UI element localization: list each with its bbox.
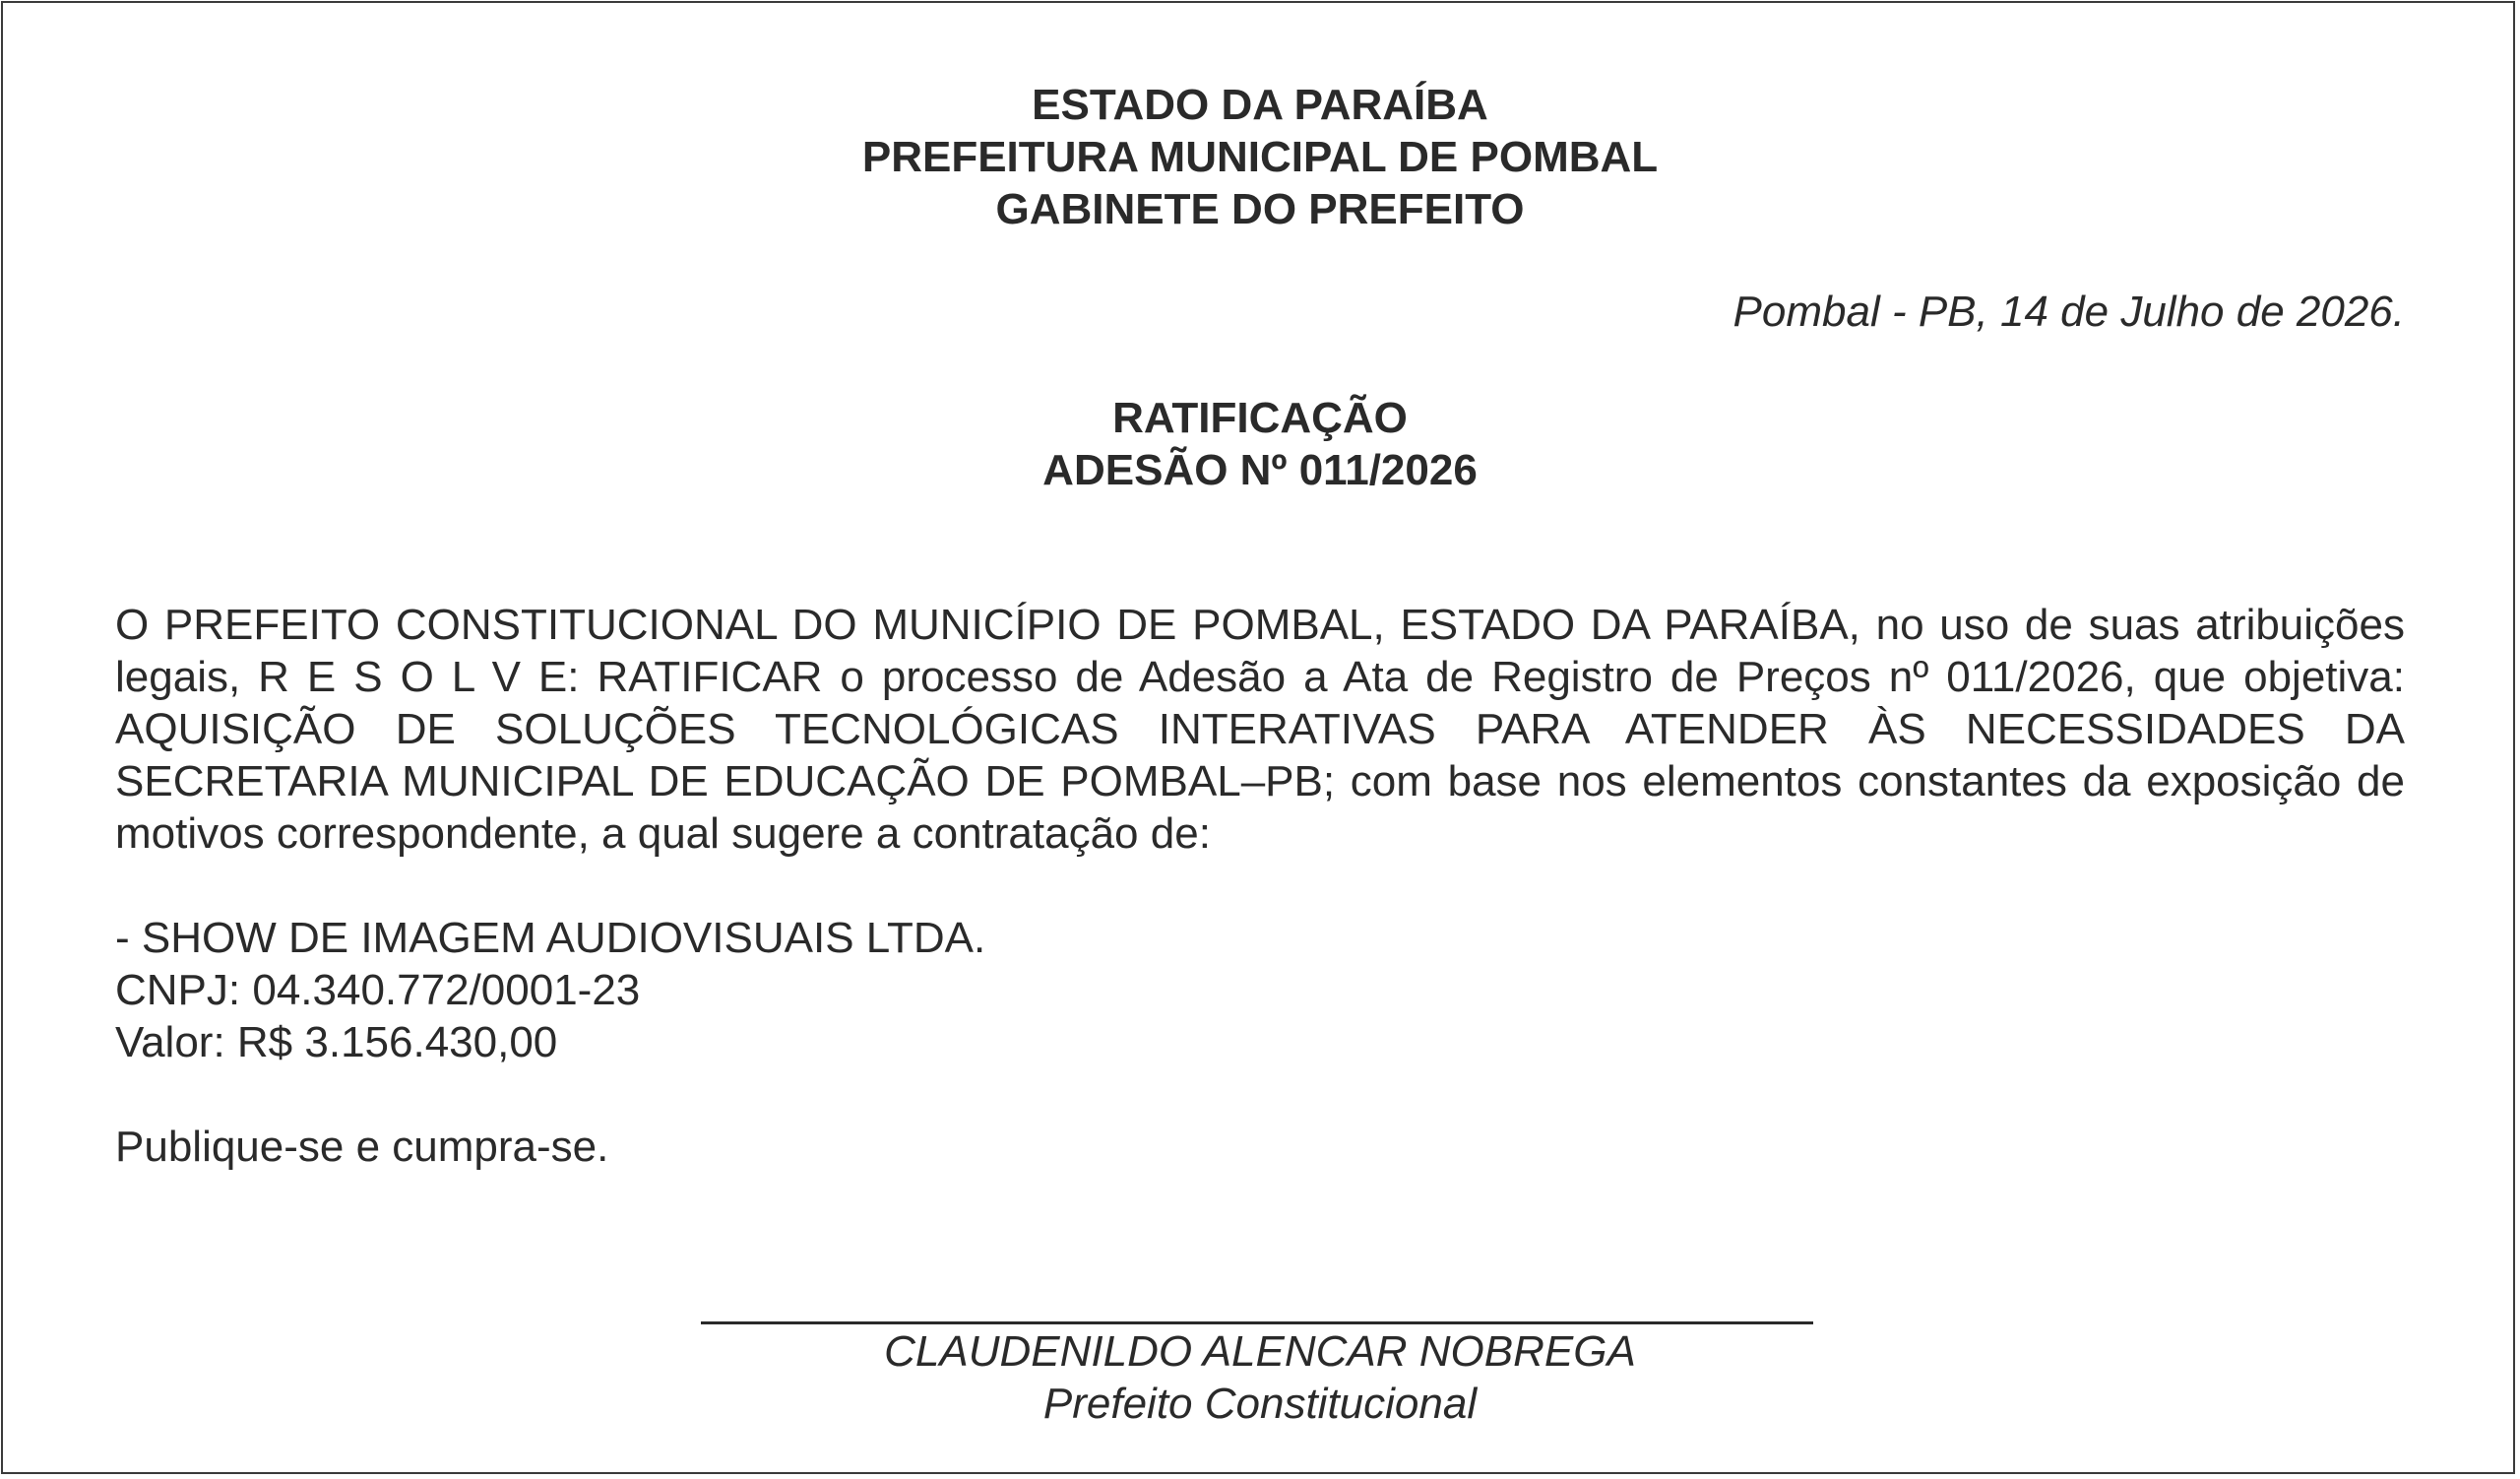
contract-details — [115, 912, 985, 1068]
document-date: Pombal - PB, 14 de Julho de 2026. — [1732, 288, 2405, 336]
signature-line — [701, 1321, 1813, 1324]
header-office: GABINETE DO PREFEITO — [995, 185, 1525, 233]
closing-statement: Publique-se e cumpra-se. — [115, 1123, 609, 1171]
header-prefecture: PREFEITURA MUNICIPAL DE POMBAL — [861, 133, 1659, 181]
title-ratification: RATIFICAÇÃO — [1112, 394, 1408, 442]
document-header — [0, 79, 2520, 235]
document-title — [0, 392, 2520, 496]
signature-block — [0, 1325, 2520, 1430]
title-adhesion-number: ADESÃO Nº 011/2026 — [1042, 446, 1478, 494]
signatory-name: CLAUDENILDO ALENCAR NOBREGA — [884, 1327, 1636, 1376]
header-state: ESTADO DA PARAÍBA — [1032, 81, 1488, 129]
company-cnpj: CNPJ: 04.340.772/0001-23 — [115, 966, 641, 1014]
body-paragraph: O PREFEITO CONSTITUCIONAL DO MUNICÍPIO DE POMBAL, ESTADO DA PARAÍBA, no uso de suas atribuições legais, R E S O L V E: RATIFICAR o processo de Adesão a Ata de Registro de Preços nº 011/2026, que objetiva: AQUISIÇÃO DE SOLUÇÕES TECNOLÓGICAS INTERATIVAS PARA ATENDER ÀS NECESSIDADES DA SECRETARIA MUNICIPAL DE EDUCAÇÃO DE POMBAL–PB; com base nos elementos constantes da exposição de motivos correspondente, a qual sugere a contratação de: — [115, 601, 2405, 858]
contract-value: Valor: R$ 3.156.430,00 — [115, 1018, 558, 1066]
company-name: - SHOW DE IMAGEM AUDIOVISUAIS LTDA. — [115, 914, 986, 962]
signatory-role: Prefeito Constitucional — [1042, 1380, 1478, 1428]
